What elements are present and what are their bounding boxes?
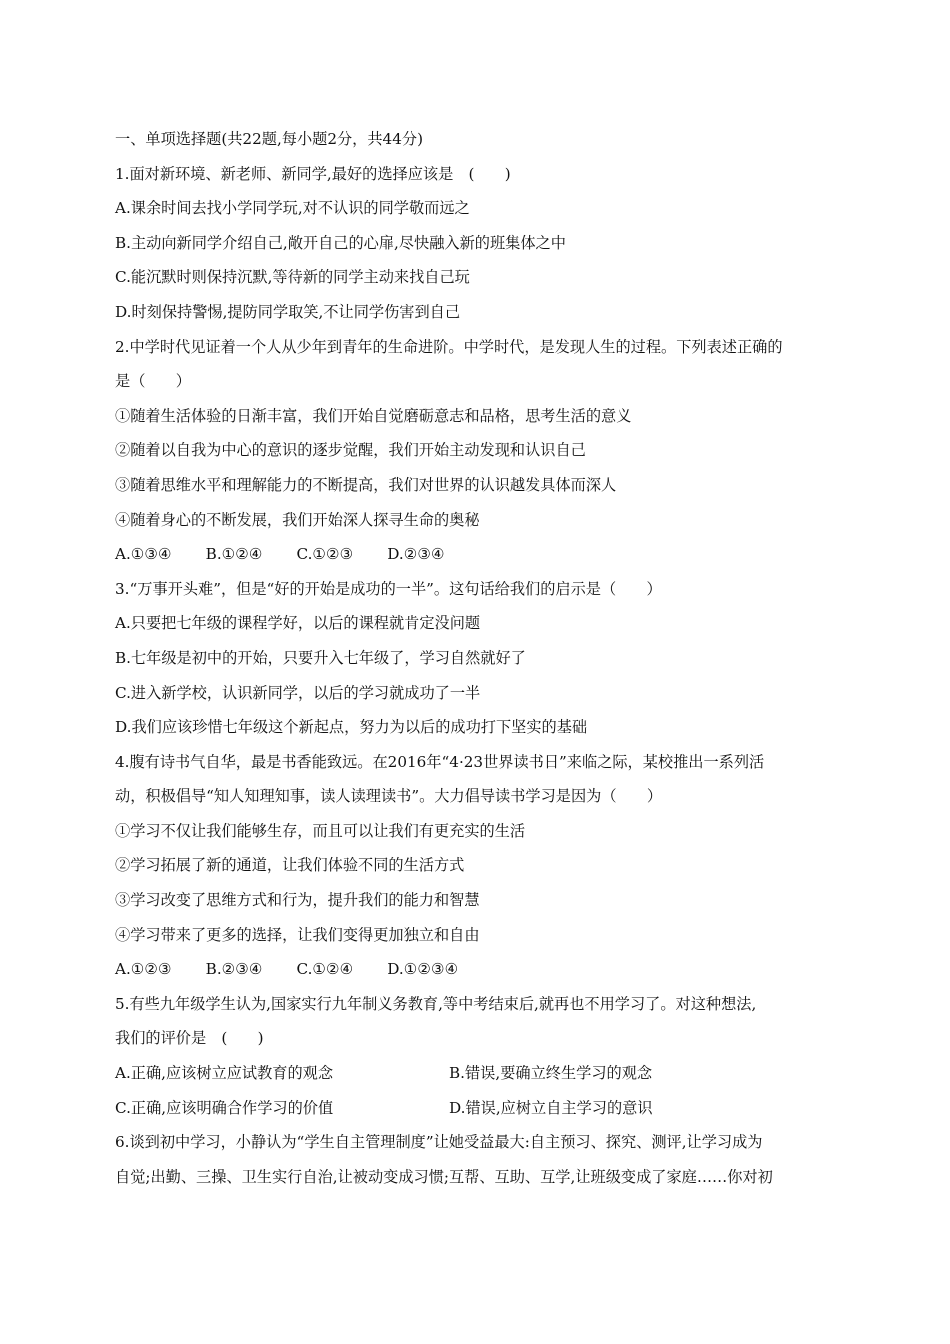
question-4: [115, 745, 845, 987]
option-b: B.错误,要确立终生学习的观念: [449, 1064, 653, 1083]
question-2: [115, 330, 845, 572]
question-stem: 4.腹有诗书气自华，最是书香能致远。在2016年“4·23世界读书日”来临之际，某校推出一系列活: [115, 752, 765, 771]
question-1: [115, 157, 845, 330]
option-b: B.七年级是初中的开始，只要升入七年级了，学习自然就好了: [115, 648, 526, 667]
option-a: A.只要把七年级的课程学好，以后的课程就肯定没问题: [115, 614, 481, 633]
option-row: [115, 1056, 845, 1091]
question-stem: 1.面对新环境、新老师、新同学,最好的选择应该是 ( ): [115, 164, 511, 183]
exam-page: [115, 122, 845, 1194]
statement-4: ④学习带来了更多的选择，让我们变得更加独立和自由: [115, 925, 480, 944]
question-stem: 2.中学时代见证着一个人从少年到青年的生命进阶。中学时代，是发现人生的过程。下列表述正确的: [115, 337, 783, 356]
choice-c: C.①②④: [296, 960, 354, 979]
statement-2: ②学习拓展了新的通道，让我们体验不同的生活方式: [115, 856, 465, 875]
option-c: C.正确,应该明确合作学习的价值: [115, 1098, 334, 1117]
question-6: [115, 1125, 845, 1194]
statement-4: ④随着身心的不断发展，我们开始深人探寻生命的奥秘: [115, 510, 480, 529]
option-b: B.主动向新同学介绍自己,敞开自己的心扉,尽快融入新的班集体之中: [115, 233, 566, 252]
question-stem: 6.谈到初中学习，小静认为“学生自主管理制度”让她受益最大:自主预习、探究、测评,让学习成为: [115, 1133, 763, 1152]
option-c: C.能沉默时则保持沉默,等待新的同学主动来找自己玩: [115, 268, 470, 287]
question-5: [115, 987, 845, 1125]
option-d: D.时刻保持警惕,提防同学取笑,不让同学伤害到自己: [115, 302, 461, 321]
choice-a: A.①③④: [115, 545, 172, 564]
statement-2: ②随着以自我为中心的意识的逐步觉醒，我们开始主动发现和认识自己: [115, 441, 586, 460]
choice-b: B.②③④: [205, 960, 263, 979]
question-stem: 3.“万事开头难”，但是“好的开始是成功的一半”。这句话给我们的启示是（ ）: [115, 579, 662, 598]
statement-3: ③随着思维水平和理解能力的不断提高，我们对世界的认识越发具体而深人: [115, 475, 617, 494]
option-c: C.进入新学校，认识新同学，以后的学习就成功了一半: [115, 683, 481, 702]
section-title: 一、单项选择题(共22题,每小题2分，共44分): [115, 130, 423, 148]
question-stem-cont: 我们的评价是 ( ): [115, 1029, 264, 1048]
option-a: A.课余时间去找小学同学玩,对不认识的同学敬而远之: [115, 199, 470, 218]
option-a: A.正确,应该树立应试教育的观念: [115, 1064, 334, 1083]
statement-1: ①学习不仅让我们能够生存，而且可以让我们有更充实的生活: [115, 821, 526, 840]
option-d: D.我们应该珍惜七年级这个新起点，努力为以后的成功打下坚实的基础: [115, 718, 588, 737]
question-stem-cont: 是（ ）: [115, 372, 191, 391]
statement-1: ①随着生活体验的日渐丰富，我们开始自觉磨砺意志和品格，思考生活的意义: [115, 406, 632, 425]
option-d: D.错误,应树立自主学习的意识: [449, 1098, 653, 1117]
choice-row: [115, 952, 845, 987]
question-stem: 5.有些九年级学生认为,国家实行九年制义务教育,等中考结束后,就再也不用学习了。对这种想法,: [115, 994, 757, 1013]
choice-b: B.①②④: [205, 545, 263, 564]
option-row: [115, 1091, 845, 1126]
choice-row: [115, 537, 845, 572]
question-stem-cont: 动，积极倡导“知人知理知事，读人读理读书”。大力倡导读书学习是因为（ ）: [115, 787, 663, 806]
choice-d: D.②③④: [387, 545, 445, 564]
choice-d: D.①②③④: [387, 960, 459, 979]
question-stem-cont: 自觉;出勤、三操、卫生实行自治,让被动变成习惯;互帮、互助、互学,让班级变成了家庭……你对初: [115, 1167, 773, 1186]
statement-3: ③学习改变了思维方式和行为，提升我们的能力和智慧: [115, 891, 480, 910]
choice-a: A.①②③: [115, 960, 172, 979]
choice-c: C.①②③: [296, 545, 354, 564]
question-3: [115, 572, 845, 745]
